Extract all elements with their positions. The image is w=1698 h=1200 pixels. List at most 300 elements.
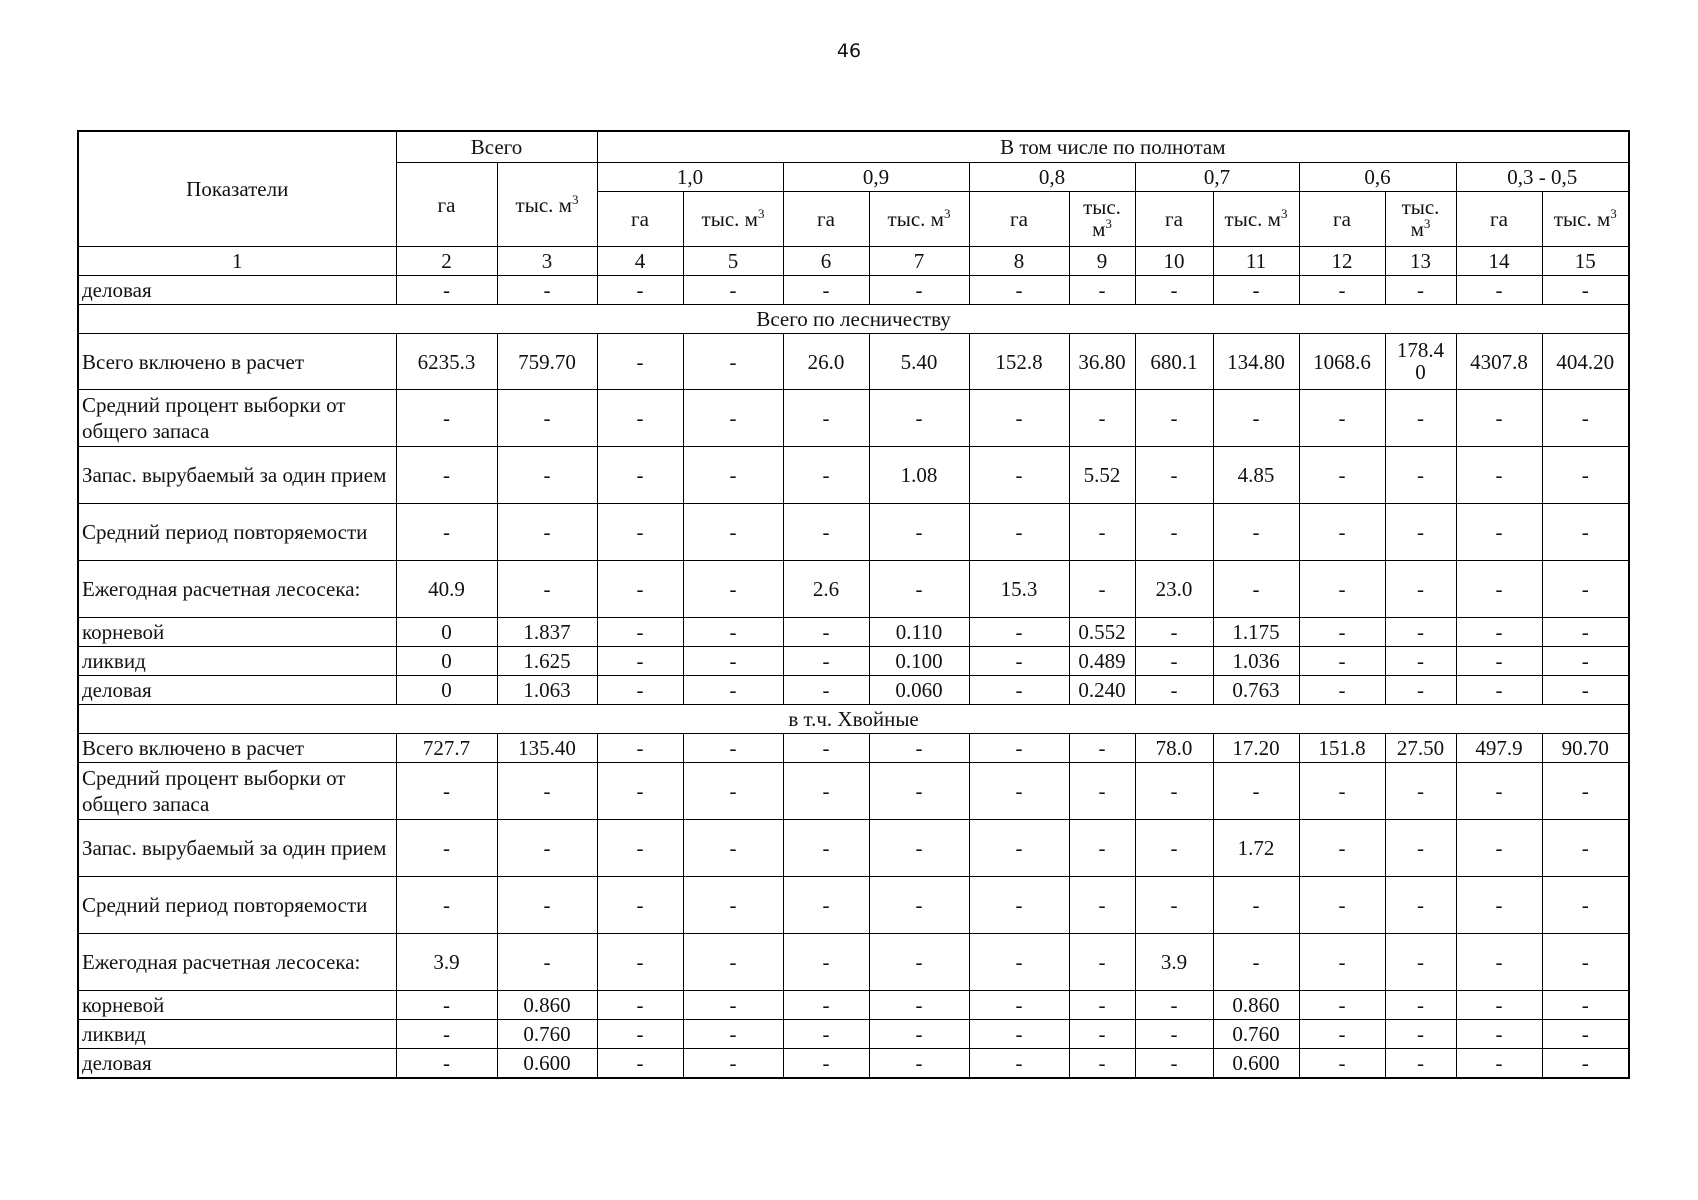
table-cell: - xyxy=(396,763,497,820)
table-cell: - xyxy=(597,334,683,390)
column-number: 6 xyxy=(783,247,869,276)
table-cell: - xyxy=(1385,877,1456,934)
table-row xyxy=(78,820,1629,877)
table-cell: 0.600 xyxy=(497,1049,597,1079)
table-cell: - xyxy=(683,618,783,647)
table-cell: - xyxy=(1135,820,1213,877)
table-cell: - xyxy=(1299,504,1385,561)
section-title: в т.ч. Хвойные xyxy=(78,705,1629,734)
table-cell: - xyxy=(1542,647,1629,676)
table-cell: 4.85 xyxy=(1213,447,1299,504)
row-label: Запас. вырубаемый за один прием xyxy=(78,447,396,504)
table-cell: 1.063 xyxy=(497,676,597,705)
table-cell: - xyxy=(1385,390,1456,447)
table-cell: - xyxy=(969,820,1069,877)
subheader-ha: га xyxy=(1135,192,1213,247)
table-row xyxy=(78,447,1629,504)
table-cell: - xyxy=(869,1020,969,1049)
table-row xyxy=(78,618,1629,647)
table-cell: 4307.8 xyxy=(1456,334,1542,390)
table-cell: - xyxy=(783,1020,869,1049)
table-cell: - xyxy=(396,877,497,934)
table-cell: - xyxy=(497,763,597,820)
table-cell: - xyxy=(1135,618,1213,647)
table-cell: - xyxy=(1135,676,1213,705)
table-cell: - xyxy=(396,504,497,561)
table-cell: - xyxy=(683,734,783,763)
table-cell: 2.6 xyxy=(783,561,869,618)
table-cell: 0 xyxy=(396,618,497,647)
table-cell: - xyxy=(1456,877,1542,934)
table-cell: - xyxy=(783,991,869,1020)
table-row xyxy=(78,647,1629,676)
table-cell: - xyxy=(1069,561,1135,618)
table-row xyxy=(78,877,1629,934)
row-label: деловая xyxy=(78,1049,396,1079)
table-cell: - xyxy=(1069,934,1135,991)
table-cell: 0.552 xyxy=(1069,618,1135,647)
table-cell: - xyxy=(1213,877,1299,934)
table-cell: - xyxy=(869,934,969,991)
table-cell: - xyxy=(683,991,783,1020)
table-cell: - xyxy=(969,504,1069,561)
table-cell: - xyxy=(497,934,597,991)
table-cell: - xyxy=(1213,504,1299,561)
table-cell: - xyxy=(396,390,497,447)
table-cell: 178.4 0 xyxy=(1385,334,1456,390)
table-cell: - xyxy=(783,504,869,561)
subheader-ha: га xyxy=(783,192,869,247)
table-cell: 135.40 xyxy=(497,734,597,763)
table-cell: - xyxy=(1069,877,1135,934)
subheader-ha: га xyxy=(969,192,1069,247)
table-cell: - xyxy=(969,647,1069,676)
table-cell: - xyxy=(969,390,1069,447)
table-cell: - xyxy=(683,763,783,820)
table-cell: - xyxy=(969,734,1069,763)
table-row xyxy=(78,334,1629,390)
table-cell: - xyxy=(683,1049,783,1079)
table-cell: - xyxy=(1299,647,1385,676)
table-cell: - xyxy=(783,676,869,705)
section-title: Всего по лесничеству xyxy=(78,305,1629,334)
table-cell: - xyxy=(1069,1049,1135,1079)
table-row xyxy=(78,763,1629,820)
table-cell: - xyxy=(1299,447,1385,504)
table-cell: - xyxy=(1213,561,1299,618)
table-cell: - xyxy=(683,820,783,877)
table-cell: - xyxy=(1456,991,1542,1020)
table-cell: - xyxy=(497,877,597,934)
table-cell: 0.860 xyxy=(497,991,597,1020)
row-label: корневой xyxy=(78,991,396,1020)
table-cell: - xyxy=(497,390,597,447)
table-cell: 26.0 xyxy=(783,334,869,390)
header-group-5: 0,6 xyxy=(1299,163,1456,192)
column-number-row xyxy=(78,247,1629,276)
table-cell: 78.0 xyxy=(1135,734,1213,763)
header-row-1 xyxy=(78,131,1629,163)
table-cell: - xyxy=(1299,276,1385,305)
table-cell: - xyxy=(1456,390,1542,447)
table-cell: - xyxy=(1069,734,1135,763)
table-cell: - xyxy=(783,390,869,447)
table-cell: - xyxy=(1542,276,1629,305)
table-cell: - xyxy=(1135,647,1213,676)
table-cell: - xyxy=(1385,276,1456,305)
forest-data-table xyxy=(77,130,1630,1079)
table-cell: - xyxy=(1456,647,1542,676)
table-cell: - xyxy=(969,676,1069,705)
table-cell: - xyxy=(683,647,783,676)
table-cell: - xyxy=(1299,877,1385,934)
table-cell: 0.100 xyxy=(869,647,969,676)
row-label: Всего включено в расчет xyxy=(78,734,396,763)
table-cell: - xyxy=(1135,276,1213,305)
table-cell: - xyxy=(1542,447,1629,504)
table-cell: - xyxy=(1299,561,1385,618)
table-cell: 0.600 xyxy=(1213,1049,1299,1079)
table-cell: - xyxy=(1069,1020,1135,1049)
table-cell: - xyxy=(969,1049,1069,1079)
table-cell: - xyxy=(497,447,597,504)
table-cell: - xyxy=(597,734,683,763)
row-label: Ежегодная расчетная лесосека: xyxy=(78,934,396,991)
subheader-m3: тыс. $м^3$ xyxy=(1542,192,1629,247)
table-cell: 404.20 xyxy=(1542,334,1629,390)
table-cell: - xyxy=(597,618,683,647)
table-cell: - xyxy=(396,1049,497,1079)
table-cell: - xyxy=(597,447,683,504)
table-cell: - xyxy=(783,820,869,877)
table-cell: - xyxy=(1135,390,1213,447)
table-cell: - xyxy=(1456,1020,1542,1049)
table-cell: - xyxy=(1542,618,1629,647)
table-cell: 27.50 xyxy=(1385,734,1456,763)
table-cell: - xyxy=(1069,390,1135,447)
table-cell: 17.20 xyxy=(1213,734,1299,763)
table-cell: - xyxy=(1456,618,1542,647)
table-cell: - xyxy=(1542,504,1629,561)
table-cell: - xyxy=(1299,618,1385,647)
table-cell: 90.70 xyxy=(1542,734,1629,763)
table-cell: - xyxy=(1069,820,1135,877)
table-cell: - xyxy=(1385,676,1456,705)
table-cell: - xyxy=(869,820,969,877)
section-header-row xyxy=(78,705,1629,734)
table-cell: - xyxy=(597,390,683,447)
table-cell: 1.175 xyxy=(1213,618,1299,647)
table-cell: - xyxy=(1299,676,1385,705)
table-cell: - xyxy=(783,763,869,820)
table-cell: - xyxy=(869,276,969,305)
table-cell: - xyxy=(1542,991,1629,1020)
table-cell: - xyxy=(1299,763,1385,820)
table-cell: - xyxy=(1135,877,1213,934)
column-number: 15 xyxy=(1542,247,1629,276)
table-cell: - xyxy=(783,877,869,934)
subheader-m3: тыс. $м^3$ xyxy=(683,192,783,247)
table-cell: 0 xyxy=(396,676,497,705)
column-number: 9 xyxy=(1069,247,1135,276)
subheader-m3: тыс. $м^3$ xyxy=(869,192,969,247)
table-cell: - xyxy=(396,991,497,1020)
table-cell: - xyxy=(1135,504,1213,561)
table-cell: - xyxy=(1542,1020,1629,1049)
table-cell: - xyxy=(597,276,683,305)
table-cell: - xyxy=(1135,447,1213,504)
table-cell: - xyxy=(396,820,497,877)
subheader-m3-wrapped: тыс. $м^3$ xyxy=(1069,192,1135,247)
table-cell: - xyxy=(597,820,683,877)
header-group-4: 0,7 xyxy=(1135,163,1299,192)
subheader-ha: га xyxy=(1299,192,1385,247)
table-cell: - xyxy=(1542,561,1629,618)
table-cell: 1.08 xyxy=(869,447,969,504)
table-cell: - xyxy=(683,676,783,705)
table-cell: - xyxy=(396,447,497,504)
table-row xyxy=(78,734,1629,763)
table-cell: - xyxy=(1213,276,1299,305)
table-cell: - xyxy=(1299,390,1385,447)
table-cell: - xyxy=(1135,991,1213,1020)
subheader-ha: га xyxy=(597,192,683,247)
table-cell: - xyxy=(969,618,1069,647)
table-cell: - xyxy=(969,276,1069,305)
row-label: Средний период повторяемости xyxy=(78,504,396,561)
row-label: ликвид xyxy=(78,647,396,676)
table-cell: - xyxy=(1299,1020,1385,1049)
table-cell: - xyxy=(1385,647,1456,676)
table-cell: - xyxy=(1069,991,1135,1020)
table-cell: - xyxy=(1456,447,1542,504)
row-label: Средний процент выборки от общего запаса xyxy=(78,390,396,447)
table-cell: - xyxy=(1385,447,1456,504)
subheader-m3: тыс. $м^3$ xyxy=(1213,192,1299,247)
table-cell: 23.0 xyxy=(1135,561,1213,618)
table-row xyxy=(78,1049,1629,1079)
table-cell: 3.9 xyxy=(396,934,497,991)
table-cell: - xyxy=(1299,1049,1385,1079)
table-cell: 5.40 xyxy=(869,334,969,390)
table-cell: - xyxy=(1542,877,1629,934)
table-cell: 0.110 xyxy=(869,618,969,647)
table-cell: - xyxy=(683,334,783,390)
table-cell: - xyxy=(1213,763,1299,820)
header-group-6: 0,3 - 0,5 xyxy=(1456,163,1629,192)
table-row xyxy=(78,934,1629,991)
table-cell: - xyxy=(597,1049,683,1079)
table-cell: - xyxy=(597,877,683,934)
table-cell: - xyxy=(1542,676,1629,705)
row-label: Средний период повторяемости xyxy=(78,877,396,934)
column-number: 12 xyxy=(1299,247,1385,276)
header-total: Всего xyxy=(396,131,597,163)
column-number: 10 xyxy=(1135,247,1213,276)
table-cell: - xyxy=(1542,763,1629,820)
table-cell: - xyxy=(869,390,969,447)
table-cell: - xyxy=(1299,934,1385,991)
table-cell: - xyxy=(969,934,1069,991)
header-by-density: В том числе по полнотам xyxy=(597,131,1629,163)
table-cell: - xyxy=(1456,1049,1542,1079)
table-cell: - xyxy=(683,276,783,305)
column-number: 3 xyxy=(497,247,597,276)
table-cell: 36.80 xyxy=(1069,334,1135,390)
table-cell: 0.060 xyxy=(869,676,969,705)
table-cell: - xyxy=(1456,820,1542,877)
table-cell: - xyxy=(1213,390,1299,447)
table-cell: - xyxy=(597,763,683,820)
header-total-ha: га xyxy=(396,163,497,247)
table-cell: 134.80 xyxy=(1213,334,1299,390)
section-header-row xyxy=(78,305,1629,334)
table-cell: 0.860 xyxy=(1213,991,1299,1020)
column-number: 5 xyxy=(683,247,783,276)
table-cell: - xyxy=(1456,504,1542,561)
page-number: 46 xyxy=(836,40,862,62)
column-number: 13 xyxy=(1385,247,1456,276)
table-cell: - xyxy=(1135,1049,1213,1079)
row-label: Запас. вырубаемый за один прием xyxy=(78,820,396,877)
table-cell: - xyxy=(1542,934,1629,991)
column-number: 14 xyxy=(1456,247,1542,276)
table-cell: - xyxy=(783,934,869,991)
table-cell: - xyxy=(1385,561,1456,618)
table-cell: - xyxy=(396,276,497,305)
table-cell: - xyxy=(783,447,869,504)
table-cell: - xyxy=(1135,1020,1213,1049)
table-cell: 152.8 xyxy=(969,334,1069,390)
table-cell: - xyxy=(1385,934,1456,991)
table-cell: 0 xyxy=(396,647,497,676)
table-cell: - xyxy=(969,763,1069,820)
table-cell: - xyxy=(969,877,1069,934)
header-group-1: 1,0 xyxy=(597,163,783,192)
table-cell: 0.760 xyxy=(497,1020,597,1049)
table-cell: - xyxy=(969,447,1069,504)
table-cell: - xyxy=(869,734,969,763)
table-cell: - xyxy=(683,504,783,561)
subheader-ha: га xyxy=(1456,192,1542,247)
table-cell: - xyxy=(869,561,969,618)
table-cell: - xyxy=(1385,763,1456,820)
column-number: 2 xyxy=(396,247,497,276)
table-cell: - xyxy=(683,934,783,991)
table-cell: - xyxy=(597,1020,683,1049)
table-cell: - xyxy=(597,504,683,561)
table-cell: - xyxy=(783,618,869,647)
table-cell: - xyxy=(1385,1020,1456,1049)
table-row xyxy=(78,676,1629,705)
table-cell: - xyxy=(1542,820,1629,877)
table-cell: - xyxy=(683,561,783,618)
table-cell: - xyxy=(869,504,969,561)
table-cell: - xyxy=(869,991,969,1020)
table-cell: 1.837 xyxy=(497,618,597,647)
table-cell: - xyxy=(597,647,683,676)
row-label: Средний процент выборки от общего запаса xyxy=(78,763,396,820)
table-cell: 1068.6 xyxy=(1299,334,1385,390)
table-cell: 15.3 xyxy=(969,561,1069,618)
table-cell: 0.240 xyxy=(1069,676,1135,705)
table-cell: 0.489 xyxy=(1069,647,1135,676)
row-label: деловая xyxy=(78,276,396,305)
header-indicator: Показатели xyxy=(78,131,396,247)
table-cell: 1.036 xyxy=(1213,647,1299,676)
table-cell: - xyxy=(1542,390,1629,447)
table-cell: 759.70 xyxy=(497,334,597,390)
table-cell: - xyxy=(869,877,969,934)
table-cell: - xyxy=(969,991,1069,1020)
table-cell: - xyxy=(1385,991,1456,1020)
column-number: 8 xyxy=(969,247,1069,276)
table-cell: - xyxy=(497,561,597,618)
table-cell: - xyxy=(1069,763,1135,820)
table-cell: 3.9 xyxy=(1135,934,1213,991)
table-cell: 0.760 xyxy=(1213,1020,1299,1049)
table-cell: - xyxy=(1069,276,1135,305)
table-cell: - xyxy=(683,1020,783,1049)
table-cell: - xyxy=(1385,1049,1456,1079)
table-cell: - xyxy=(869,763,969,820)
column-number: 7 xyxy=(869,247,969,276)
row-label: Всего включено в расчет xyxy=(78,334,396,390)
header-total-m3: тыс. $м^3$ xyxy=(497,163,597,247)
table-cell: - xyxy=(1213,934,1299,991)
table-cell: 5.52 xyxy=(1069,447,1135,504)
table-cell: - xyxy=(783,1049,869,1079)
header-group-3: 0,8 xyxy=(969,163,1135,192)
table-cell: - xyxy=(497,276,597,305)
table-cell: - xyxy=(1542,1049,1629,1079)
table-cell: - xyxy=(969,1020,1069,1049)
table-cell: 497.9 xyxy=(1456,734,1542,763)
table-cell: - xyxy=(1299,820,1385,877)
table-cell: - xyxy=(396,1020,497,1049)
table-cell: - xyxy=(1456,276,1542,305)
table-row xyxy=(78,991,1629,1020)
table-cell: - xyxy=(597,991,683,1020)
table-cell: 0.763 xyxy=(1213,676,1299,705)
column-number: 1 xyxy=(78,247,396,276)
column-number: 4 xyxy=(597,247,683,276)
table-cell: - xyxy=(683,447,783,504)
table-cell: - xyxy=(869,1049,969,1079)
table-cell: - xyxy=(1385,504,1456,561)
table-cell: 680.1 xyxy=(1135,334,1213,390)
table-cell: - xyxy=(497,820,597,877)
table-row xyxy=(78,390,1629,447)
row-label: корневой xyxy=(78,618,396,647)
table-cell: 727.7 xyxy=(396,734,497,763)
row-label: Ежегодная расчетная лесосека: xyxy=(78,561,396,618)
table-cell: - xyxy=(497,504,597,561)
table-cell: - xyxy=(1456,763,1542,820)
table-row xyxy=(78,504,1629,561)
header-group-2: 0,9 xyxy=(783,163,969,192)
table-cell: 40.9 xyxy=(396,561,497,618)
table-cell: - xyxy=(683,390,783,447)
table-cell: - xyxy=(1069,504,1135,561)
table-row xyxy=(78,1020,1629,1049)
table-cell: - xyxy=(597,934,683,991)
table-cell: - xyxy=(783,734,869,763)
table-row xyxy=(78,276,1629,305)
table-cell: 1.72 xyxy=(1213,820,1299,877)
table-cell: - xyxy=(783,276,869,305)
table-cell: 6235.3 xyxy=(396,334,497,390)
